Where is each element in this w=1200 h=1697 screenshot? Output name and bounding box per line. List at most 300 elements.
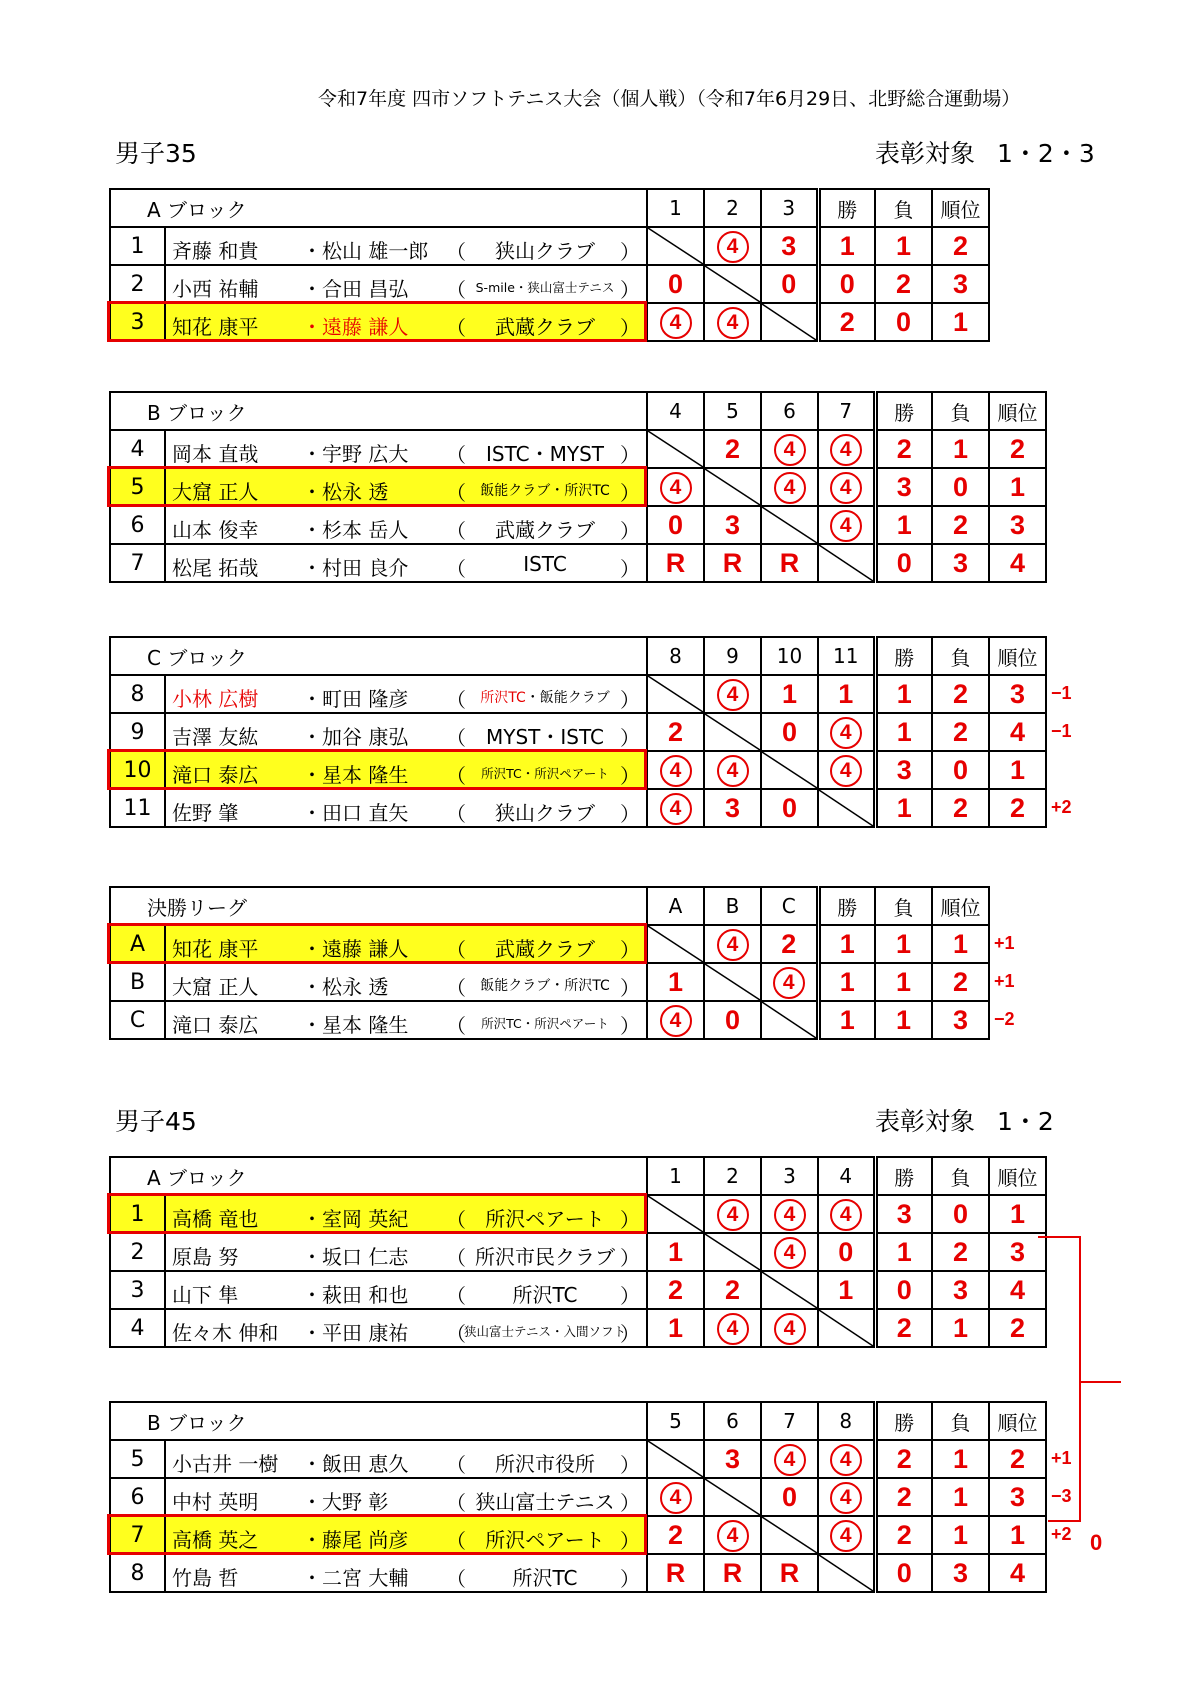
match-result: 1 bbox=[818, 1271, 875, 1309]
column-header: 4 bbox=[647, 392, 704, 430]
wins-count: 0 bbox=[818, 265, 875, 303]
rank-adjustment: −1 bbox=[1051, 683, 1072, 703]
club-name: 所沢TC・所沢ペアート bbox=[481, 766, 609, 781]
entry-number: 2 bbox=[110, 265, 165, 303]
losses-count: 1 bbox=[932, 430, 989, 468]
win-marker: 4 bbox=[774, 1237, 806, 1269]
player-2: ・室岡 英紀 bbox=[302, 1207, 409, 1231]
match-result: 0 bbox=[761, 789, 818, 827]
rank-value: 1 bbox=[932, 303, 989, 341]
rank-adjustment: +1 bbox=[994, 971, 1015, 991]
match-result bbox=[647, 468, 704, 506]
club-open: （ bbox=[446, 688, 466, 712]
column-header: 9 bbox=[704, 637, 761, 675]
wins-count: 1 bbox=[875, 506, 932, 544]
pair-cell bbox=[165, 468, 647, 506]
match-result bbox=[647, 789, 704, 827]
club-close: ） bbox=[620, 1491, 640, 1515]
entry-number: 3 bbox=[110, 303, 165, 341]
rank-value: 2 bbox=[989, 1440, 1046, 1478]
entry-number: 10 bbox=[110, 751, 165, 789]
self-match-cell bbox=[761, 1516, 818, 1554]
club-open: （ bbox=[446, 1453, 466, 1477]
rank-adjustment: −2 bbox=[994, 1009, 1015, 1029]
match-result: 0 bbox=[761, 1478, 818, 1516]
player-1: 知花 康平 bbox=[172, 315, 259, 339]
player-1: 原島 努 bbox=[172, 1245, 239, 1269]
table-row bbox=[110, 303, 989, 341]
match-result: R bbox=[704, 1554, 761, 1592]
table-row bbox=[110, 506, 1046, 544]
table-row bbox=[110, 227, 989, 265]
match-result: 2 bbox=[704, 430, 761, 468]
match-result bbox=[761, 430, 818, 468]
win-marker: 4 bbox=[774, 434, 806, 466]
losses-count: 3 bbox=[932, 1271, 989, 1309]
rank-value: 3 bbox=[989, 1233, 1046, 1271]
award-label: 表彰対象 bbox=[875, 139, 976, 168]
match-result: 0 bbox=[761, 265, 818, 303]
club-name: 武蔵クラブ bbox=[495, 518, 595, 542]
player-1: 竹島 哲 bbox=[172, 1566, 239, 1590]
rank-value: 3 bbox=[932, 1001, 989, 1039]
player-2: ・村田 良介 bbox=[302, 556, 409, 580]
pair-cell bbox=[165, 506, 647, 544]
self-match-cell bbox=[818, 1554, 875, 1592]
player-1: 滝口 泰広 bbox=[172, 1013, 259, 1037]
section-title-m35: 男子35 bbox=[115, 139, 197, 168]
match-result bbox=[704, 227, 761, 265]
player-2: ・大野 彰 bbox=[302, 1490, 389, 1514]
self-match-cell bbox=[761, 1271, 818, 1309]
match-result: 1 bbox=[647, 1233, 704, 1271]
entry-number: 7 bbox=[110, 544, 165, 582]
column-header: 3 bbox=[761, 1157, 818, 1195]
wins-count: 1 bbox=[818, 925, 875, 963]
rank-value: 2 bbox=[989, 430, 1046, 468]
player-2: ・飯田 恵久 bbox=[302, 1452, 409, 1476]
win-marker: 4 bbox=[830, 1482, 862, 1514]
match-result: R bbox=[761, 1554, 818, 1592]
win-marker: 4 bbox=[830, 472, 862, 504]
match-result: 2 bbox=[647, 713, 704, 751]
pair-cell bbox=[165, 1309, 647, 1347]
match-result: 1 bbox=[761, 675, 818, 713]
match-result bbox=[818, 506, 875, 544]
match-result bbox=[704, 303, 761, 341]
losses-count: 1 bbox=[875, 227, 932, 265]
match-result bbox=[647, 1001, 704, 1039]
match-result bbox=[704, 1309, 761, 1347]
wins-count: 0 bbox=[875, 1554, 932, 1592]
match-result bbox=[647, 303, 704, 341]
rank-adjustment: +1 bbox=[1051, 1448, 1072, 1468]
table-row bbox=[110, 430, 1046, 468]
table-row bbox=[110, 1001, 989, 1039]
loss-header: 負 bbox=[875, 189, 932, 227]
club-close: ） bbox=[620, 1284, 641, 1308]
bracket-line-out bbox=[1079, 1381, 1121, 1383]
player-1: 高橋 英之 bbox=[172, 1528, 259, 1552]
rank-header: 順位 bbox=[989, 637, 1046, 675]
self-match-cell bbox=[647, 675, 704, 713]
rank-value: 3 bbox=[989, 675, 1046, 713]
player-1: 高橋 竜也 bbox=[172, 1207, 259, 1231]
table-row bbox=[110, 1309, 1046, 1347]
match-result: R bbox=[647, 1554, 704, 1592]
club-name: ISTC・MYST bbox=[486, 442, 604, 466]
club-name: 所沢ペアート bbox=[485, 1528, 605, 1552]
club-name: 所沢ペアート bbox=[485, 1207, 605, 1231]
column-header: 7 bbox=[818, 392, 875, 430]
losses-count: 1 bbox=[875, 1001, 932, 1039]
club-open: （ bbox=[446, 481, 466, 505]
club-name: MYST・ISTC bbox=[486, 725, 604, 749]
self-match-cell bbox=[761, 1001, 818, 1039]
rank-header: 順位 bbox=[932, 189, 989, 227]
rank-value: 2 bbox=[932, 963, 989, 1001]
player-1: 山下 隼 bbox=[172, 1283, 239, 1307]
wins-count: 2 bbox=[875, 430, 932, 468]
club-close: ） bbox=[620, 1322, 641, 1346]
losses-count: 0 bbox=[875, 303, 932, 341]
self-match-cell bbox=[818, 1309, 875, 1347]
wins-count: 1 bbox=[875, 789, 932, 827]
entry-number: 6 bbox=[110, 1478, 165, 1516]
self-match-cell bbox=[704, 1478, 761, 1516]
entry-number: 4 bbox=[110, 1309, 165, 1347]
losses-count: 2 bbox=[875, 265, 932, 303]
rank-value: 1 bbox=[989, 1195, 1046, 1233]
column-header: 7 bbox=[761, 1402, 818, 1440]
club-open: （ bbox=[446, 1014, 466, 1038]
club-close: ） bbox=[620, 802, 640, 826]
match-result bbox=[761, 1309, 818, 1347]
table-row bbox=[110, 963, 989, 1001]
club-name: 狭山富士テニス・入間ソフト bbox=[464, 1324, 627, 1339]
column-header: C bbox=[761, 887, 818, 925]
losses-count: 2 bbox=[932, 713, 989, 751]
column-header: 5 bbox=[647, 1402, 704, 1440]
entry-number: 2 bbox=[110, 1233, 165, 1271]
block-table-m35a bbox=[109, 188, 990, 342]
club-open: （ bbox=[446, 1491, 466, 1515]
wins-count: 1 bbox=[818, 227, 875, 265]
pair-cell bbox=[165, 1195, 647, 1233]
award-levels: 1・2 bbox=[997, 1107, 1054, 1136]
club-name: 所沢市民クラブ bbox=[475, 1245, 615, 1269]
match-result: 3 bbox=[704, 789, 761, 827]
player-2: ・町田 隆彦 bbox=[302, 687, 409, 711]
pair-cell bbox=[165, 1554, 647, 1592]
self-match-cell bbox=[647, 227, 704, 265]
win-marker: 4 bbox=[660, 793, 692, 825]
win-marker: 4 bbox=[660, 472, 692, 504]
award-target-m35 bbox=[875, 134, 1095, 170]
section-title-m45: 男子45 bbox=[115, 1107, 197, 1136]
self-match-cell bbox=[704, 963, 761, 1001]
table-row bbox=[110, 713, 1046, 751]
self-match-cell bbox=[818, 789, 875, 827]
bracket-line-bottom bbox=[1048, 1520, 1081, 1522]
table-row bbox=[110, 1478, 1046, 1516]
player-1: 小林 広樹 bbox=[172, 687, 259, 711]
match-result bbox=[761, 1233, 818, 1271]
entry-number: 5 bbox=[110, 468, 165, 506]
rank-adjustment: +2 bbox=[1051, 1524, 1072, 1544]
club-open: （ bbox=[446, 1208, 466, 1232]
losses-count: 1 bbox=[932, 1440, 989, 1478]
win-header: 勝 bbox=[818, 189, 875, 227]
match-result: 2 bbox=[647, 1516, 704, 1554]
block-table-m45b bbox=[109, 1401, 1047, 1593]
match-result bbox=[818, 430, 875, 468]
rank-value: 1 bbox=[932, 925, 989, 963]
losses-count: 3 bbox=[932, 544, 989, 582]
entry-number: B bbox=[110, 963, 165, 1001]
rank-value: 2 bbox=[989, 789, 1046, 827]
pair-cell bbox=[165, 751, 647, 789]
rank-adjustment: +2 bbox=[1051, 797, 1072, 817]
club-name: 狭山クラブ bbox=[495, 239, 595, 263]
column-header: 8 bbox=[647, 637, 704, 675]
win-header: 勝 bbox=[875, 392, 932, 430]
losses-count: 2 bbox=[932, 1233, 989, 1271]
player-2: ・田口 直矢 bbox=[302, 801, 409, 825]
win-marker: 4 bbox=[660, 1005, 692, 1037]
match-result: 0 bbox=[818, 1233, 875, 1271]
bracket-line-top bbox=[1038, 1236, 1081, 1238]
wins-count: 2 bbox=[875, 1440, 932, 1478]
club-close: ） bbox=[620, 1453, 640, 1477]
win-marker: 4 bbox=[660, 307, 692, 339]
self-match-cell bbox=[761, 506, 818, 544]
losses-count: 1 bbox=[875, 925, 932, 963]
pair-cell bbox=[165, 963, 647, 1001]
losses-count: 0 bbox=[932, 468, 989, 506]
match-result bbox=[761, 468, 818, 506]
self-match-cell bbox=[647, 1195, 704, 1233]
pair-cell bbox=[165, 1271, 647, 1309]
pair-cell bbox=[165, 789, 647, 827]
player-2: ・加谷 康弘 bbox=[302, 725, 409, 749]
win-marker: 4 bbox=[830, 717, 862, 749]
club-open: （ bbox=[446, 976, 466, 1000]
win-marker: 4 bbox=[660, 755, 692, 787]
match-result bbox=[704, 1516, 761, 1554]
entry-number: 5 bbox=[110, 1440, 165, 1478]
block-name: C ブロック bbox=[110, 637, 647, 675]
player-2: ・萩田 和也 bbox=[302, 1283, 409, 1307]
club-open: （ bbox=[446, 557, 466, 581]
match-result bbox=[818, 713, 875, 751]
match-result bbox=[818, 1516, 875, 1554]
club-close: ） bbox=[620, 976, 640, 1000]
award-label: 表彰対象 bbox=[875, 1107, 976, 1136]
club-close: ） bbox=[620, 764, 640, 788]
match-result bbox=[818, 468, 875, 506]
wins-count: 2 bbox=[875, 1516, 932, 1554]
rank-value: 4 bbox=[989, 1554, 1046, 1592]
rank-adjustment: +1 bbox=[994, 933, 1015, 953]
column-header: 11 bbox=[818, 637, 875, 675]
match-result bbox=[818, 751, 875, 789]
table-row bbox=[110, 751, 1046, 789]
table-row bbox=[110, 675, 1046, 713]
table-row bbox=[110, 925, 989, 963]
rank-value: 3 bbox=[932, 265, 989, 303]
pair-cell bbox=[165, 430, 647, 468]
club-open: （ bbox=[446, 443, 466, 467]
entry-number: A bbox=[110, 925, 165, 963]
wins-count: 1 bbox=[875, 675, 932, 713]
rank-value: 2 bbox=[932, 227, 989, 265]
win-marker: 4 bbox=[717, 679, 749, 711]
rank-header: 順位 bbox=[932, 887, 989, 925]
win-marker: 4 bbox=[774, 472, 806, 504]
match-result: 0 bbox=[647, 265, 704, 303]
pair-cell bbox=[165, 675, 647, 713]
player-1: 滝口 泰広 bbox=[172, 763, 259, 787]
pair-cell bbox=[165, 925, 647, 963]
match-result: R bbox=[704, 544, 761, 582]
column-header: 2 bbox=[704, 189, 761, 227]
column-header: 10 bbox=[761, 637, 818, 675]
match-result bbox=[818, 1440, 875, 1478]
club-name: S-mile・狭山富士テニス bbox=[475, 280, 615, 295]
win-marker: 4 bbox=[830, 755, 862, 787]
entry-number: 11 bbox=[110, 789, 165, 827]
match-result bbox=[704, 925, 761, 963]
club-close: ） bbox=[620, 688, 640, 712]
club-name: 所沢市役所 bbox=[495, 1452, 595, 1476]
block-table-m35b bbox=[109, 391, 1047, 583]
match-result: 1 bbox=[647, 963, 704, 1001]
win-marker: 4 bbox=[830, 1199, 862, 1231]
award-target-m45 bbox=[875, 1102, 1054, 1138]
win-marker: 4 bbox=[774, 1444, 806, 1476]
block-table-m35c bbox=[109, 636, 1047, 828]
club-name: 飯能クラブ・所沢TC bbox=[480, 483, 610, 499]
match-result: 3 bbox=[761, 227, 818, 265]
match-result bbox=[818, 1478, 875, 1516]
match-result: 0 bbox=[647, 506, 704, 544]
pair-cell bbox=[165, 265, 647, 303]
loss-header: 負 bbox=[932, 1157, 989, 1195]
win-header: 勝 bbox=[875, 637, 932, 675]
player-2: ・松永 透 bbox=[302, 975, 389, 999]
club-open: （ bbox=[446, 278, 466, 302]
club-open: （ bbox=[446, 1567, 466, 1591]
player-1: 大窟 正人 bbox=[172, 975, 259, 999]
column-header: 1 bbox=[647, 1157, 704, 1195]
club-open: （ bbox=[446, 802, 466, 826]
club-name: 所沢TC bbox=[512, 1283, 578, 1307]
club-open: （ bbox=[446, 519, 466, 543]
player-1: 佐野 肇 bbox=[172, 801, 239, 825]
player-1: 松尾 拓哉 bbox=[172, 556, 259, 580]
column-header: 8 bbox=[818, 1402, 875, 1440]
rank-value: 1 bbox=[989, 751, 1046, 789]
table-row bbox=[110, 1271, 1046, 1309]
player-2: ・藤尾 尚彦 bbox=[302, 1528, 409, 1552]
column-header: 6 bbox=[704, 1402, 761, 1440]
club-close: ） bbox=[620, 1529, 640, 1553]
match-result: 2 bbox=[704, 1271, 761, 1309]
club-name: 狭山クラブ bbox=[495, 801, 595, 825]
wins-count: 3 bbox=[875, 468, 932, 506]
player-2: ・杉本 岳人 bbox=[302, 518, 409, 542]
entry-number: 3 bbox=[110, 1271, 165, 1309]
rank-adjustment: −1 bbox=[1051, 721, 1072, 741]
club-open: （ bbox=[446, 1246, 466, 1270]
rank-value: 3 bbox=[989, 1478, 1046, 1516]
match-result: 1 bbox=[647, 1309, 704, 1347]
pair-cell bbox=[165, 227, 647, 265]
loss-header: 負 bbox=[932, 392, 989, 430]
block-table-m35f bbox=[109, 886, 990, 1040]
rank-value: 1 bbox=[989, 1516, 1046, 1554]
entry-number: C bbox=[110, 1001, 165, 1039]
club-close: ） bbox=[620, 726, 640, 750]
playoff-result: 0 bbox=[1090, 1530, 1103, 1555]
win-marker: 4 bbox=[660, 1482, 692, 1514]
match-result bbox=[647, 751, 704, 789]
entry-number: 9 bbox=[110, 713, 165, 751]
win-marker: 4 bbox=[717, 1520, 749, 1552]
club-close: ） bbox=[620, 519, 640, 543]
pair-cell bbox=[165, 544, 647, 582]
table-row bbox=[110, 1233, 1046, 1271]
match-result: 2 bbox=[761, 925, 818, 963]
match-result bbox=[704, 751, 761, 789]
club-close: ） bbox=[620, 1208, 641, 1232]
club-name: 飯能クラブ・所沢TC bbox=[480, 978, 610, 994]
match-result: 2 bbox=[647, 1271, 704, 1309]
player-2: ・二宮 大輔 bbox=[302, 1566, 409, 1590]
pair-cell bbox=[165, 1516, 647, 1554]
self-match-cell bbox=[647, 1440, 704, 1478]
table-row bbox=[110, 789, 1046, 827]
rank-header: 順位 bbox=[989, 1157, 1046, 1195]
player-2: ・星本 隆生 bbox=[302, 763, 409, 787]
column-header: 4 bbox=[818, 1157, 875, 1195]
losses-count: 1 bbox=[932, 1309, 989, 1347]
player-1: 知花 康平 bbox=[172, 937, 259, 961]
rank-value: 1 bbox=[989, 468, 1046, 506]
block-table-m45a bbox=[109, 1156, 1047, 1348]
win-marker: 4 bbox=[774, 1313, 806, 1345]
match-result: R bbox=[761, 544, 818, 582]
club-open: （ bbox=[446, 764, 466, 788]
wins-count: 2 bbox=[875, 1478, 932, 1516]
self-match-cell bbox=[647, 925, 704, 963]
bracket-line-vertical bbox=[1079, 1236, 1081, 1521]
losses-count: 0 bbox=[932, 751, 989, 789]
match-result: 0 bbox=[761, 713, 818, 751]
club-part: ・飯能クラブ bbox=[525, 690, 610, 706]
rank-value: 4 bbox=[989, 544, 1046, 582]
win-header: 勝 bbox=[818, 887, 875, 925]
match-result: 3 bbox=[704, 506, 761, 544]
club-close: ） bbox=[620, 278, 641, 302]
entry-number: 8 bbox=[110, 1554, 165, 1592]
wins-count: 1 bbox=[875, 713, 932, 751]
wins-count: 1 bbox=[818, 963, 875, 1001]
match-result: 0 bbox=[704, 1001, 761, 1039]
club-name bbox=[458, 687, 632, 707]
wins-count: 0 bbox=[875, 544, 932, 582]
